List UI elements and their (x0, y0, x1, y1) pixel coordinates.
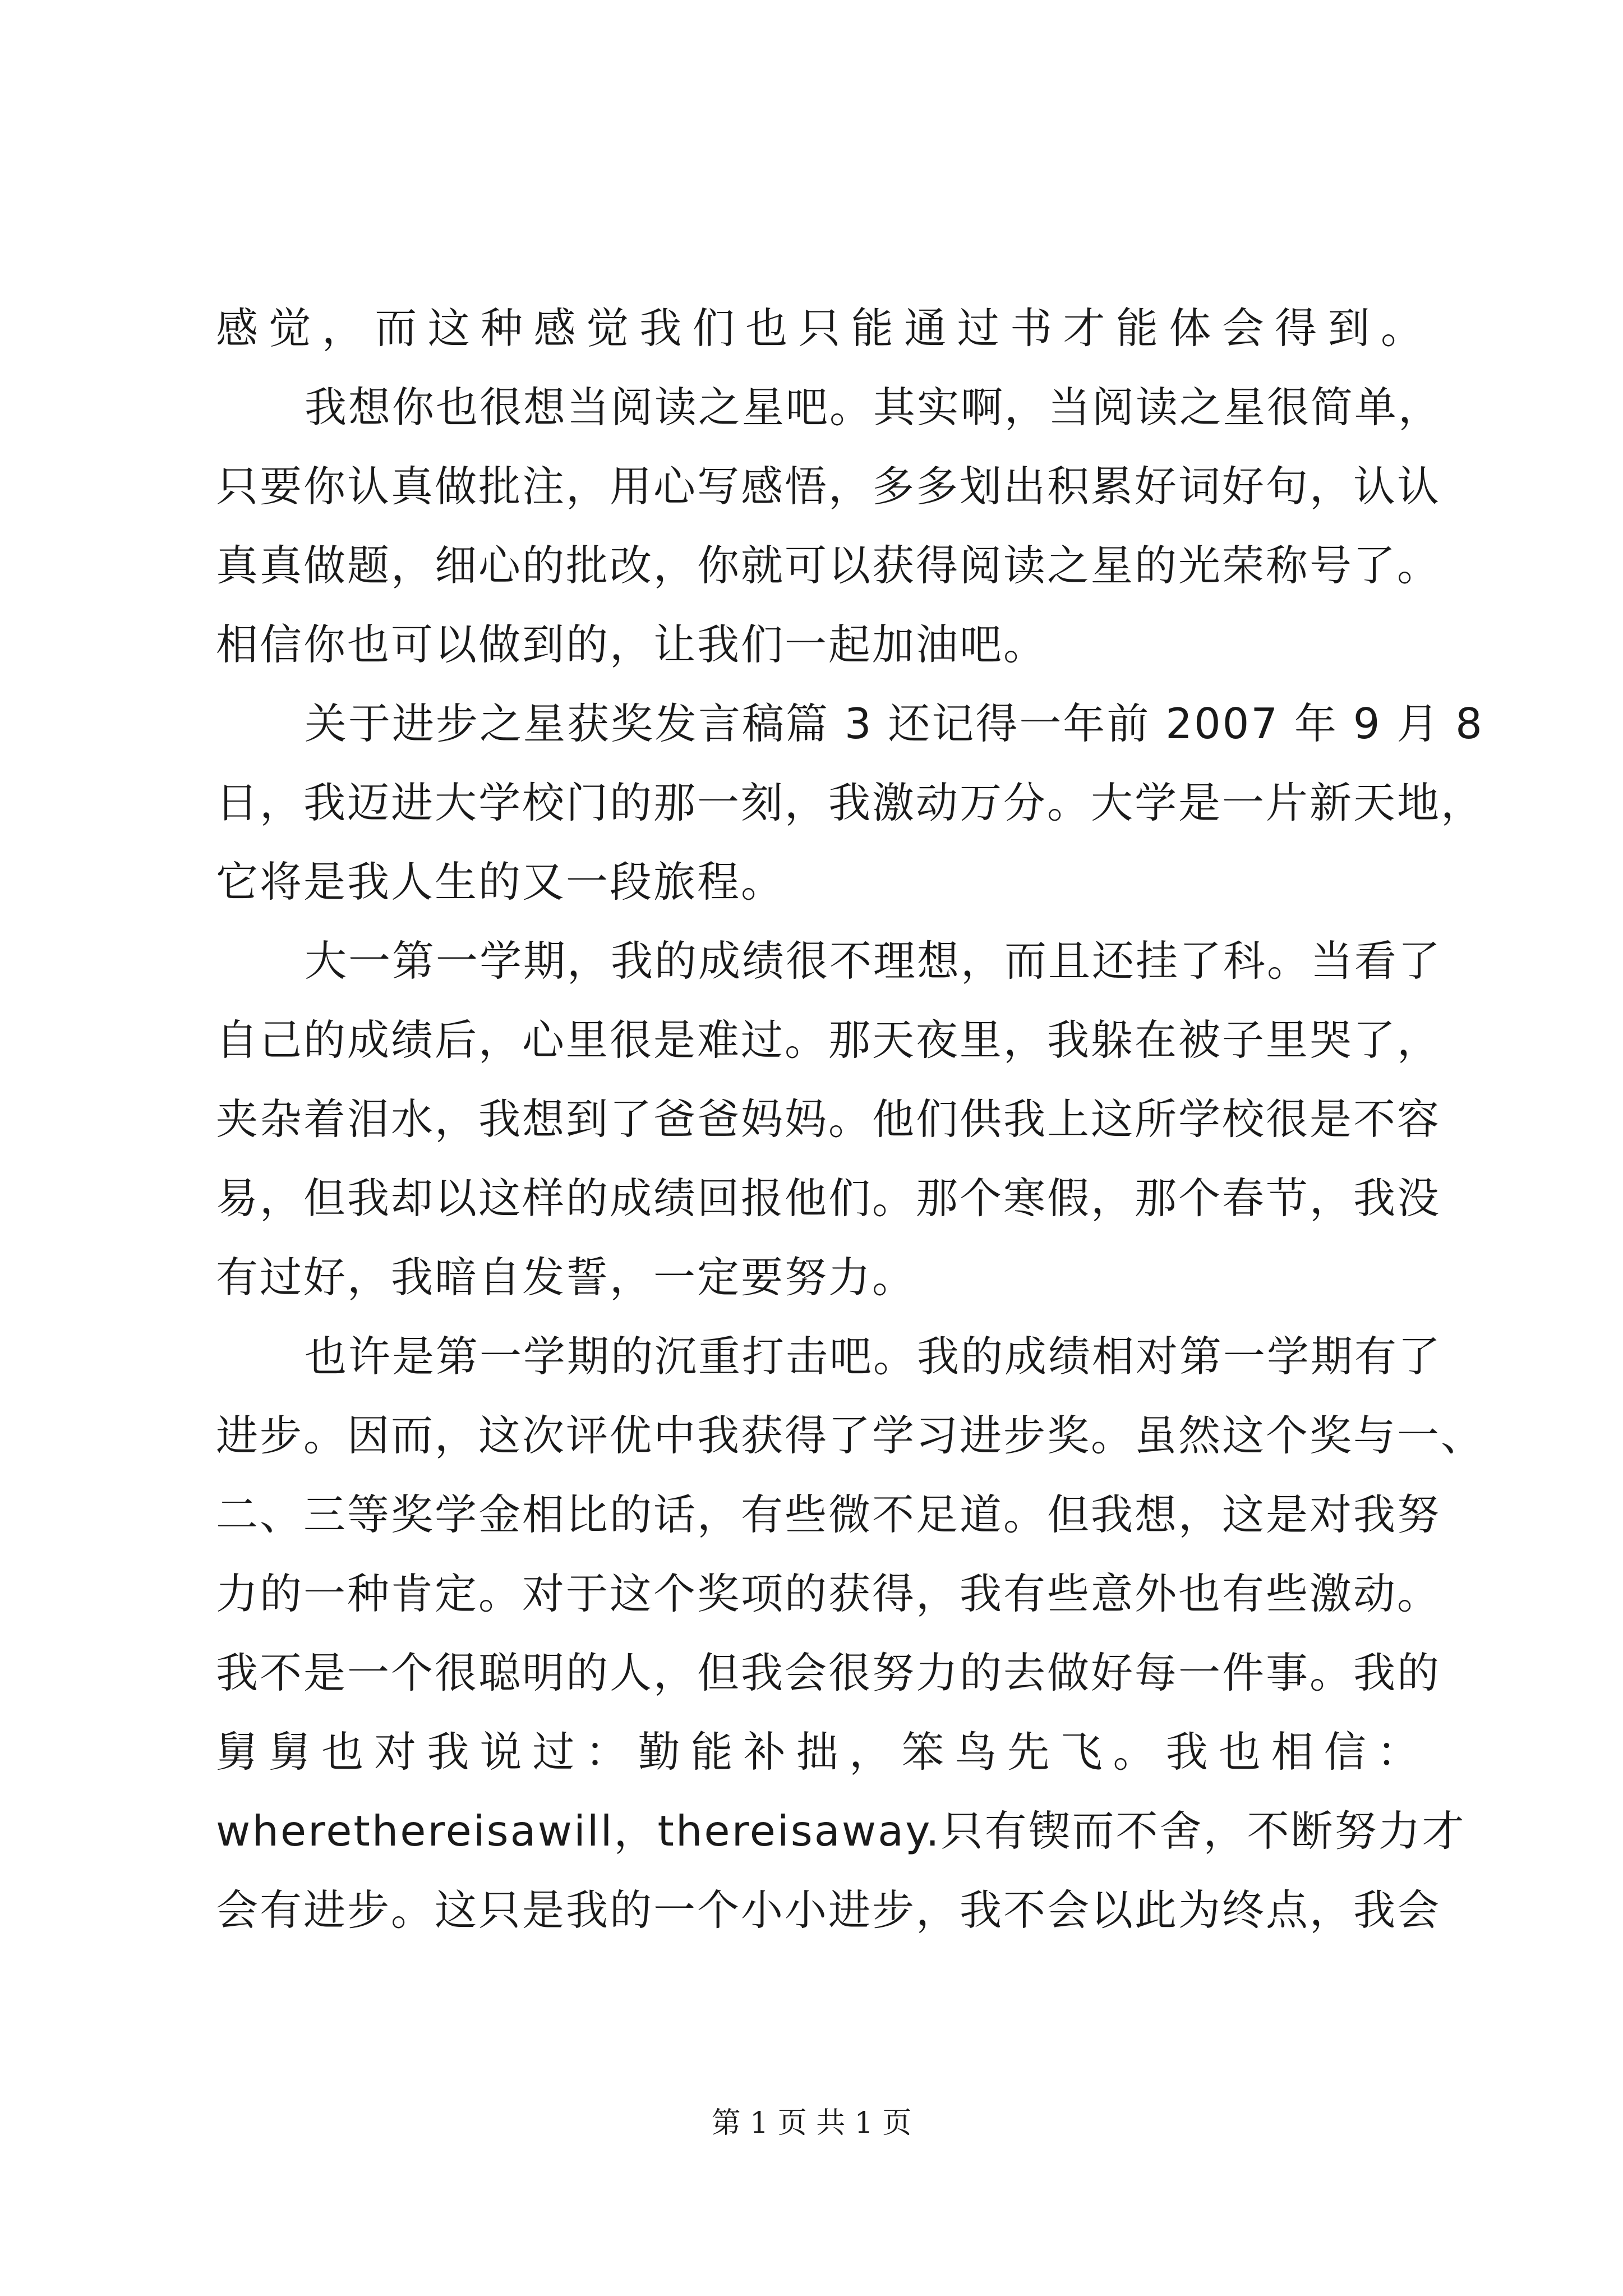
paragraph-start-line: 也许是第一学期的沉重打击吧。我的成绩相对第一学期有了 (305, 1332, 1442, 1381)
paragraph-start-line: 大一第一学期，我的成绩很不理想，而且还挂了科。当看了 (305, 936, 1442, 986)
paragraph-start-line: 关于进步之星获奖发言稿篇 3 还记得一年前 2007 年 9 月 8 (305, 699, 1484, 748)
page-number-label: 第 1 页 共 1 页 (711, 2106, 912, 2140)
text-line: 自己的成绩后，心里很是难过。那天夜里，我躲在被子里哭了， (216, 1015, 1441, 1065)
text-line: 进步。因而，这次评优中我获得了学习进步奖。虽然这个奖与一、 (216, 1411, 1485, 1460)
text-line: wherethereisawill，thereisaway.只有锲而不舍，不断努力才 (216, 1806, 1466, 1856)
text-line: 日，我迈进大学校门的那一刻，我激动万分。大学是一片新天地， (216, 778, 1485, 827)
text-line: 我不是一个很聪明的人，但我会很努力的去做好每一件事。我的 (216, 1648, 1441, 1697)
text-line: 夹杂着泪水，我想到了爸爸妈妈。他们供我上这所学校很是不容 (216, 1094, 1441, 1144)
text-line: 力的一种肯定。对于这个奖项的获得，我有些意外也有些激动。 (216, 1569, 1441, 1618)
page-footer (0, 2104, 1623, 2143)
text-line: 只要你认真做批注，用心写感悟，多多划出积累好词好句，认认 (216, 462, 1441, 511)
text-line: 真真做题，细心的批改，你就可以获得阅读之星的光荣称号了。 (216, 541, 1441, 590)
text-line: 有过好，我暗自发誓，一定要努力。 (216, 1253, 916, 1302)
text-line: 它将是我人生的又一段旅程。 (216, 857, 785, 907)
text-line: 感觉，而这种感觉我们也只能通过书才能体会得到。 (216, 303, 1424, 353)
text-line: 二、三等奖学金相比的话，有些微不足道。但我想，这是对我努 (216, 1490, 1441, 1539)
document-body (216, 289, 1485, 1950)
text-line: 舅舅也对我说过：勤能补拙，笨鸟先飞。我也相信： (216, 1727, 1424, 1777)
text-line: 会有进步。这只是我的一个小小进步，我不会以此为终点，我会 (216, 1885, 1441, 1935)
paragraph-start-line: 我想你也很想当阅读之星吧。其实啊，当阅读之星很简单， (305, 383, 1442, 432)
text-line: 相信你也可以做到的，让我们一起加油吧。 (216, 620, 1048, 669)
text-line: 易，但我却以这样的成绩回报他们。那个寒假，那个春节，我没 (216, 1174, 1441, 1223)
